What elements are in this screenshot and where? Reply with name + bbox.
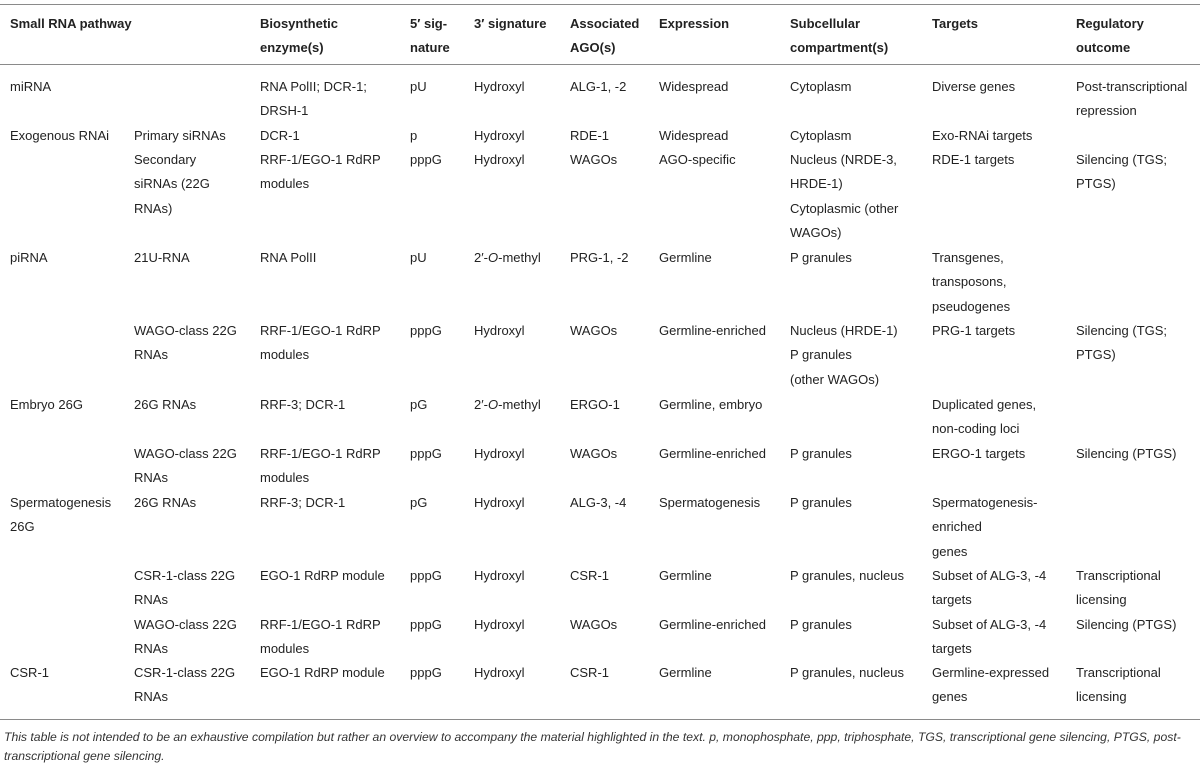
cell-ago: ALG-3, -4 bbox=[570, 495, 627, 510]
cell-sig3: Hydroxyl bbox=[474, 79, 525, 94]
cell-pathway: miRNA bbox=[10, 79, 52, 94]
cell-ago: WAGOs bbox=[570, 323, 618, 338]
cell-outcome: Transcriptional bbox=[1076, 665, 1161, 680]
cell-subclass: RNAs) bbox=[134, 200, 173, 216]
cell-sig5: pppG bbox=[410, 152, 442, 167]
cell-targets: PRG-1 targets bbox=[932, 323, 1016, 338]
cell-sig3: Hydroxyl bbox=[474, 446, 525, 461]
cell-sig5: pG bbox=[410, 397, 428, 412]
header-outcome-1: Regulatory bbox=[1076, 16, 1144, 31]
cell-expression: Widespread bbox=[659, 128, 729, 143]
cell-subclass: WAGO-class 22G bbox=[134, 617, 237, 632]
cell-subclass: Primary siRNAs bbox=[134, 128, 226, 143]
table-footnote: This table is not intended to be an exhaustive compilation but rather an overview to accompany the material highlighted in the text. p, monophosphate, ppp, triphosphate, TGS, transcriptional gene silencing, PTGS, post-transcriptional gene silencing. bbox=[4, 730, 1181, 763]
cell-outcome: Silencing (TGS; bbox=[1076, 323, 1168, 338]
cell-compartment: P granules bbox=[790, 446, 852, 461]
cell-expression: Germline-enriched bbox=[659, 323, 766, 338]
cell-expression: Germline, embryo bbox=[659, 397, 763, 412]
cell-sig3: Hydroxyl bbox=[474, 323, 525, 338]
cell-sig3: Hydroxyl bbox=[474, 495, 525, 510]
cell-sig5: pppG bbox=[410, 617, 442, 632]
cell-sig5: pppG bbox=[410, 665, 442, 680]
cell-targets: Exo-RNAi targets bbox=[932, 128, 1033, 143]
cell-expression: Germline bbox=[659, 665, 712, 680]
cell-compartment: Nucleus (NRDE-3, bbox=[790, 152, 897, 167]
header-rule bbox=[0, 64, 1200, 65]
cell-subclass: WAGO-class 22G bbox=[134, 446, 237, 461]
cell-compartment: P granules bbox=[790, 495, 852, 510]
cell-sig3: 2′-O-methyl bbox=[474, 250, 541, 265]
cell-sig5: pG bbox=[410, 495, 428, 510]
cell-sig3: Hydroxyl bbox=[474, 128, 525, 143]
cell-ago: WAGOs bbox=[570, 446, 618, 461]
cell-targets: targets bbox=[932, 592, 972, 608]
cell-expression: Widespread bbox=[659, 79, 729, 94]
cell-enzyme: RNA PolII bbox=[260, 250, 317, 265]
cell-subclass: 21U-RNA bbox=[134, 250, 190, 265]
cell-compartment: Cytoplasm bbox=[790, 128, 852, 143]
cell-outcome: Silencing (PTGS) bbox=[1076, 446, 1177, 461]
cell-ago: ALG-1, -2 bbox=[570, 79, 627, 94]
cell-enzyme: RRF-3; DCR-1 bbox=[260, 495, 346, 510]
cell-enzyme: RRF-1/EGO-1 RdRP bbox=[260, 323, 381, 338]
cell-outcome: licensing bbox=[1076, 592, 1127, 608]
cell-targets: enriched bbox=[932, 519, 982, 535]
header-compartment-2: compartment(s) bbox=[790, 40, 889, 55]
cell-compartment: HRDE-1) bbox=[790, 176, 843, 192]
cell-ago: ERGO-1 bbox=[570, 397, 620, 412]
header-expression: Expression bbox=[659, 16, 730, 31]
cell-expression: AGO-specific bbox=[659, 152, 736, 167]
cell-sig5: pU bbox=[410, 79, 427, 94]
header-enzyme-2: enzyme(s) bbox=[260, 40, 324, 55]
cell-targets: Diverse genes bbox=[932, 79, 1016, 94]
cell-outcome: PTGS) bbox=[1076, 347, 1116, 363]
cell-compartment: P granules bbox=[790, 347, 852, 363]
cell-enzyme: RRF-1/EGO-1 RdRP bbox=[260, 152, 381, 167]
cell-ago: PRG-1, -2 bbox=[570, 250, 629, 265]
cell-enzyme: modules bbox=[260, 641, 310, 657]
cell-targets: non-coding loci bbox=[932, 421, 1020, 437]
header-sig3: 3′ signature bbox=[474, 16, 547, 31]
header-pathway: Small RNA pathway bbox=[10, 16, 132, 31]
cell-enzyme: RNA PolII; DCR-1; bbox=[260, 79, 367, 94]
cell-outcome: repression bbox=[1076, 103, 1137, 119]
cell-enzyme: modules bbox=[260, 176, 310, 192]
cell-enzyme: RRF-1/EGO-1 RdRP bbox=[260, 446, 381, 461]
cell-sig5: pppG bbox=[410, 568, 442, 583]
cell-subclass: siRNAs (22G bbox=[134, 176, 210, 192]
cell-compartment: Nucleus (HRDE-1) bbox=[790, 323, 898, 338]
cell-targets: transposons, bbox=[932, 274, 1007, 290]
cell-subclass: 26G RNAs bbox=[134, 495, 197, 510]
cell-subclass: RNAs bbox=[134, 689, 168, 705]
cell-compartment: (other WAGOs) bbox=[790, 371, 880, 387]
cell-expression: Germline-enriched bbox=[659, 617, 766, 632]
cell-enzyme: DRSH-1 bbox=[260, 103, 309, 119]
top-rule bbox=[0, 4, 1200, 5]
cell-subclass: 26G RNAs bbox=[134, 397, 197, 412]
cell-enzyme: modules bbox=[260, 347, 310, 363]
cell-outcome: Transcriptional bbox=[1076, 568, 1161, 583]
cell-compartment: P granules, nucleus bbox=[790, 568, 904, 583]
cell-compartment: Cytoplasm bbox=[790, 79, 852, 94]
cell-outcome: Post-transcriptional bbox=[1076, 79, 1188, 94]
cell-targets: pseudogenes bbox=[932, 298, 1011, 314]
cell-subclass: RNAs bbox=[134, 347, 168, 363]
header-ago-1: Associated bbox=[570, 16, 640, 31]
cell-subclass: CSR-1-class 22G bbox=[134, 665, 236, 680]
cell-enzyme: EGO-1 RdRP module bbox=[260, 568, 385, 583]
cell-targets: genes bbox=[932, 689, 968, 705]
header-outcome-2: outcome bbox=[1076, 40, 1131, 55]
cell-subclass: Secondary bbox=[134, 152, 197, 167]
cell-compartment: P granules, nucleus bbox=[790, 665, 904, 680]
cell-sig5: p bbox=[410, 128, 418, 143]
cell-ago: CSR-1 bbox=[570, 665, 610, 680]
cell-outcome: Silencing (TGS; bbox=[1076, 152, 1168, 167]
cell-enzyme: RRF-3; DCR-1 bbox=[260, 397, 346, 412]
cell-outcome: Silencing (PTGS) bbox=[1076, 617, 1177, 632]
header-targets: Targets bbox=[932, 16, 978, 31]
cell-pathway: Embryo 26G bbox=[10, 397, 83, 412]
cell-targets: RDE-1 targets bbox=[932, 152, 1015, 167]
cell-enzyme: modules bbox=[260, 470, 310, 486]
cell-pathway: Exogenous RNAi bbox=[10, 128, 109, 143]
cell-pathway: 26G bbox=[10, 519, 35, 535]
header-sig5-2: nature bbox=[410, 40, 450, 55]
cell-targets: Subset of ALG-3, -4 bbox=[932, 617, 1047, 632]
header-compartment-1: Subcellular bbox=[790, 16, 861, 31]
header-ago-2: AGO(s) bbox=[570, 40, 616, 55]
cell-enzyme: EGO-1 RdRP module bbox=[260, 665, 385, 680]
cell-ago: WAGOs bbox=[570, 617, 618, 632]
cell-outcome: PTGS) bbox=[1076, 176, 1116, 192]
cell-sig3: Hydroxyl bbox=[474, 665, 525, 680]
cell-sig5: pppG bbox=[410, 323, 442, 338]
cell-sig3: Hydroxyl bbox=[474, 617, 525, 632]
cell-enzyme: RRF-1/EGO-1 RdRP bbox=[260, 617, 381, 632]
cell-targets: ERGO-1 targets bbox=[932, 446, 1026, 461]
header-sig5-1: 5′ sig- bbox=[410, 16, 448, 31]
cell-sig5: pppG bbox=[410, 446, 442, 461]
cell-expression: Germline bbox=[659, 250, 712, 265]
cell-subclass: RNAs bbox=[134, 470, 168, 486]
cell-compartment: P granules bbox=[790, 617, 852, 632]
cell-subclass: WAGO-class 22G bbox=[134, 323, 237, 338]
cell-subclass: CSR-1-class 22G bbox=[134, 568, 236, 583]
cell-enzyme: DCR-1 bbox=[260, 128, 300, 143]
cell-pathway: piRNA bbox=[10, 250, 48, 265]
bottom-rule bbox=[0, 719, 1200, 720]
cell-compartment: WAGOs) bbox=[790, 225, 842, 241]
cell-sig3: Hydroxyl bbox=[474, 568, 525, 583]
cell-sig3: Hydroxyl bbox=[474, 152, 525, 167]
cell-targets: genes bbox=[932, 543, 968, 559]
cell-subclass: RNAs bbox=[134, 592, 168, 608]
cell-targets: Transgenes, bbox=[932, 250, 1004, 265]
cell-pathway: CSR-1 bbox=[10, 665, 50, 680]
cell-ago: RDE-1 bbox=[570, 128, 610, 143]
cell-pathway: Spermatogenesis bbox=[10, 495, 112, 510]
cell-targets: Spermatogenesis- bbox=[932, 495, 1038, 510]
cell-targets: Duplicated genes, bbox=[932, 397, 1037, 412]
cell-ago: CSR-1 bbox=[570, 568, 610, 583]
cell-ago: WAGOs bbox=[570, 152, 618, 167]
cell-subclass: RNAs bbox=[134, 641, 168, 657]
cell-targets: Subset of ALG-3, -4 bbox=[932, 568, 1047, 583]
cell-sig5: pU bbox=[410, 250, 427, 265]
cell-outcome: licensing bbox=[1076, 689, 1127, 705]
cell-targets: targets bbox=[932, 641, 972, 657]
cell-compartment: Cytoplasmic (other bbox=[790, 200, 899, 216]
cell-expression: Germline bbox=[659, 568, 712, 583]
cell-compartment: P granules bbox=[790, 250, 852, 265]
cell-expression: Spermatogenesis bbox=[659, 495, 761, 510]
cell-sig3: 2′-O-methyl bbox=[474, 397, 541, 412]
header-enzyme-1: Biosynthetic bbox=[260, 16, 339, 31]
cell-expression: Germline-enriched bbox=[659, 446, 766, 461]
cell-targets: Germline-expressed bbox=[932, 665, 1050, 680]
